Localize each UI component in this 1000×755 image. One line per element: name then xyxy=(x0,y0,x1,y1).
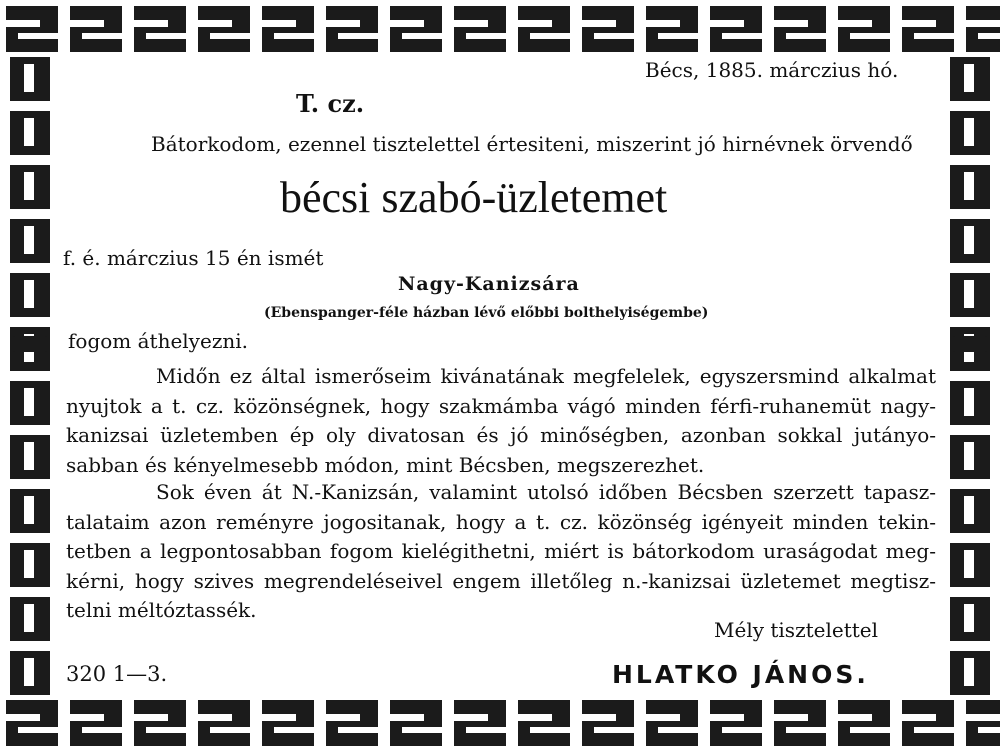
paragraph-line: kanizsai üzletemben ép oly divatosan és jó minőségben, azonban sokkal jutányo- xyxy=(66,423,936,447)
ornamental-border-top xyxy=(0,6,1000,52)
move-line: fogom áthelyezni. xyxy=(68,329,248,353)
date-line: Bécs, 1885. márczius hó. xyxy=(645,58,899,82)
border-ornament-right xyxy=(953,336,987,352)
signature: HLATKO JÁNOS. xyxy=(612,660,869,689)
paragraph-2 xyxy=(66,478,936,626)
date-text: f. é. márczius 15 én ismét xyxy=(63,246,324,270)
border-ornament-left xyxy=(13,336,47,352)
paragraph-1 xyxy=(66,362,936,480)
place-name: Nagy-Kanizsára xyxy=(398,273,580,295)
paragraph-line: Sok éven át N.-Kanizsán, valamint utolsó időben Bécsben szerzett tapasz- xyxy=(156,480,936,504)
paragraph-line: sabban és kényelmesebb módon, mint Bécsben, megszerezhet. xyxy=(66,452,705,477)
ornamental-border-right xyxy=(950,52,990,700)
paragraph-line: nyujtok a t. cz. közönségnek, hogy szakmámba vágó minden férfi-ruhanemüt nagy- xyxy=(66,393,936,418)
reference-number: 320 1—3. xyxy=(66,662,168,686)
ornamental-border-bottom xyxy=(0,700,1000,746)
paragraph-line: kérni, hogy szives megrendeléseivel engem illetőleg n.-kanizsai üzletemet megtisz- xyxy=(66,568,936,593)
closing: Mély tisztelettel xyxy=(714,618,879,642)
ornamental-border-left xyxy=(10,52,50,700)
intro-line: Bátorkodom, ezennel tisztelettel értesiteni, miszerint jó hirnévnek örvendő xyxy=(151,132,913,156)
place-note: (Ebenspanger-féle házban lévő előbbi bolthelyiségembe) xyxy=(264,305,709,321)
paragraph-line: tetben a legpontosabban fogom kielégithetni, miért is bátorkodom uraságodat meg- xyxy=(66,539,936,563)
paragraph-line: telni méltóztassék. xyxy=(66,598,257,622)
paragraph-line: Midőn ez által ismerőseim kivánatának megfelelek, egyszersmind alkalmat xyxy=(156,364,936,388)
salutation: T. cz. xyxy=(296,89,365,118)
paragraph-line: talataim azon reményre jogositanak, hogy a t. cz. közönség igényeit minden tekin- xyxy=(66,509,936,534)
headline: bécsi szabó-üzletemet xyxy=(280,173,668,222)
